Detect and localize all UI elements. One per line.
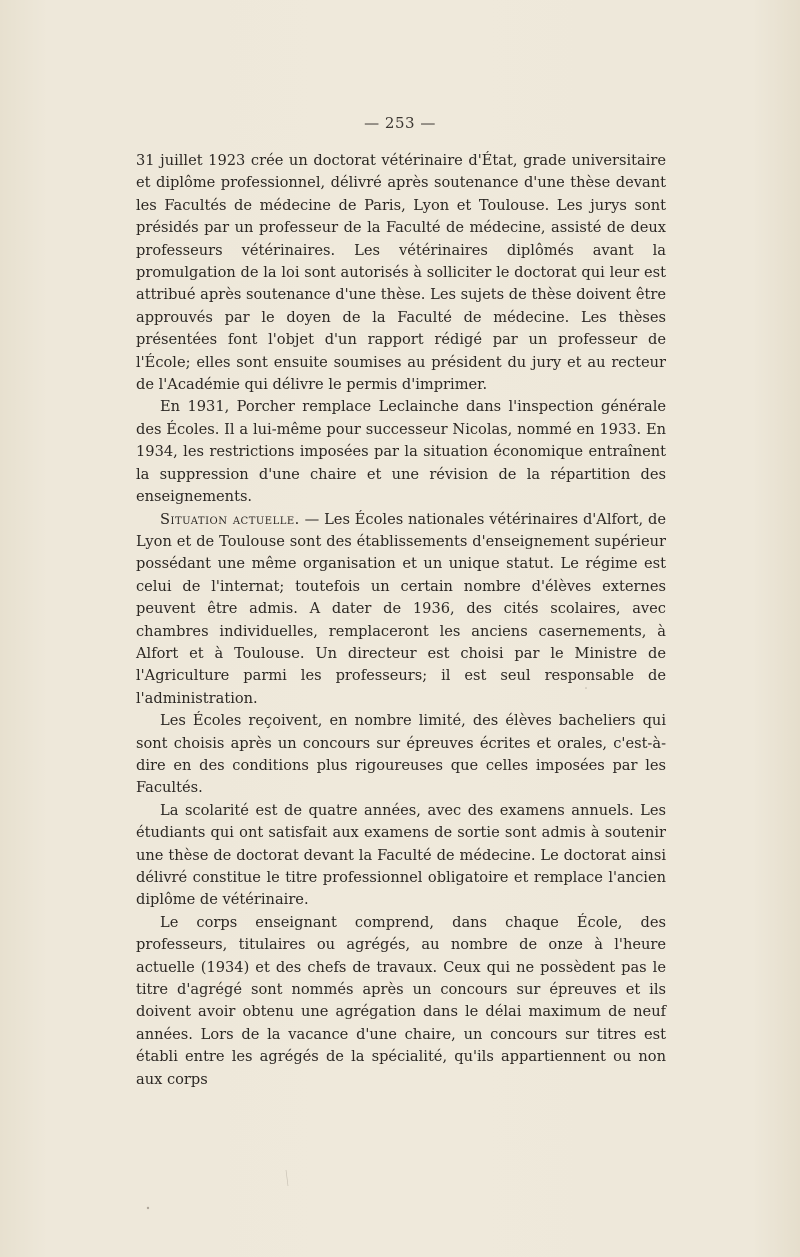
paragraph-doctorat: 31 juillet 1923 crée un doctorat vétérinaire d'État, grade universitaire et diplôme professionnel, délivré après soutenance d'une thèse devant les Facultés de médecine de Paris, Lyon et Toulouse. Les jurys sont présidés par un professeur de la Faculté de médecine, assisté de deux professeurs vétérinaires. Les vétérinaires diplômés avant la promulgation de la loi sont autorisés à solliciter le doctorat qui leur est attribué après soutenance d'une thèse. Les sujets de thèse doivent être approuvés par le doyen de la Faculté de médecine. Les thèses présentées font l'objet d'un rapport rédigé par un professeur de l'École; elles sont ensuite soumises au président du jury et au recteur de l'Académie qui délivre le permis d'imprimer. xyxy=(136,152,666,394)
paragraph-admission: Les Écoles reçoivent, en nombre limité, des élèves bacheliers qui sont choisis après un concours sur épreuves écrites et orales, c'est-à-dire en des conditions plus rigoureuses que celles imposées par les Facultés. xyxy=(136,712,666,797)
body-text xyxy=(136,150,666,1091)
paragraph-corps-enseignant: Le corps enseignant comprend, dans chaque École, des professeurs, titulaires ou agrégés, au nombre de onze à l'heure actuelle (1934) et des chefs de travaux. Ceux qui ne possèdent pas le titre d'agrégé sont nommés après un concours sur épreuves et ils doivent avoir obtenu une agrégation dans le délai maximum de neuf années. Lors de la vacance d'une chaire, un concours sur titres est établi entre les agrégés de la spécialité, qu'ils appartiennent ou non aux corps xyxy=(136,913,666,1088)
section-heading-situation: Situation actuelle. xyxy=(160,510,300,528)
paragraph-situation-text: — Les Écoles nationales vétérinaires d'Alfort, de Lyon et de Toulouse sont des établissements d'enseignement supérieur possédant une même organisation et un unique statut. Le régime est celui de l'internat; toutefois un certain nombre d'élèves externes peuvent être admis. A dater de 1936, des cités scolaires, avec chambres individuelles, remplaceront les anciens casernements, à Alfort et à Toulouse. Un directeur est choisi par le Ministre de l'Agriculture parmi les professeurs; il est seul responsable de l'administration. xyxy=(136,510,666,707)
paragraph-inspection: En 1931, Porcher remplace Leclainche dans l'inspection générale des Écoles. Il a lui-même pour successeur Nicolas, nommé en 1933. En 1934, les restrictions imposées par la situation économique entraînent la suppression d'une chaire et une révision de la répartition des enseignements. xyxy=(136,398,666,506)
page-number: — 253 — xyxy=(364,114,436,132)
paragraph-situation xyxy=(136,509,666,711)
paragraph-scolarite: La scolarité est de quatre années, avec des examens annuels. Les étudiants qui ont satisfait aux examens de sortie sont admis à soutenir une thèse de doctorat devant la Faculté de médecine. Le doctorat ainsi délivré constitue le titre professionnel obligatoire et remplace l'ancien diplôme de vétérinaire. xyxy=(136,801,666,909)
